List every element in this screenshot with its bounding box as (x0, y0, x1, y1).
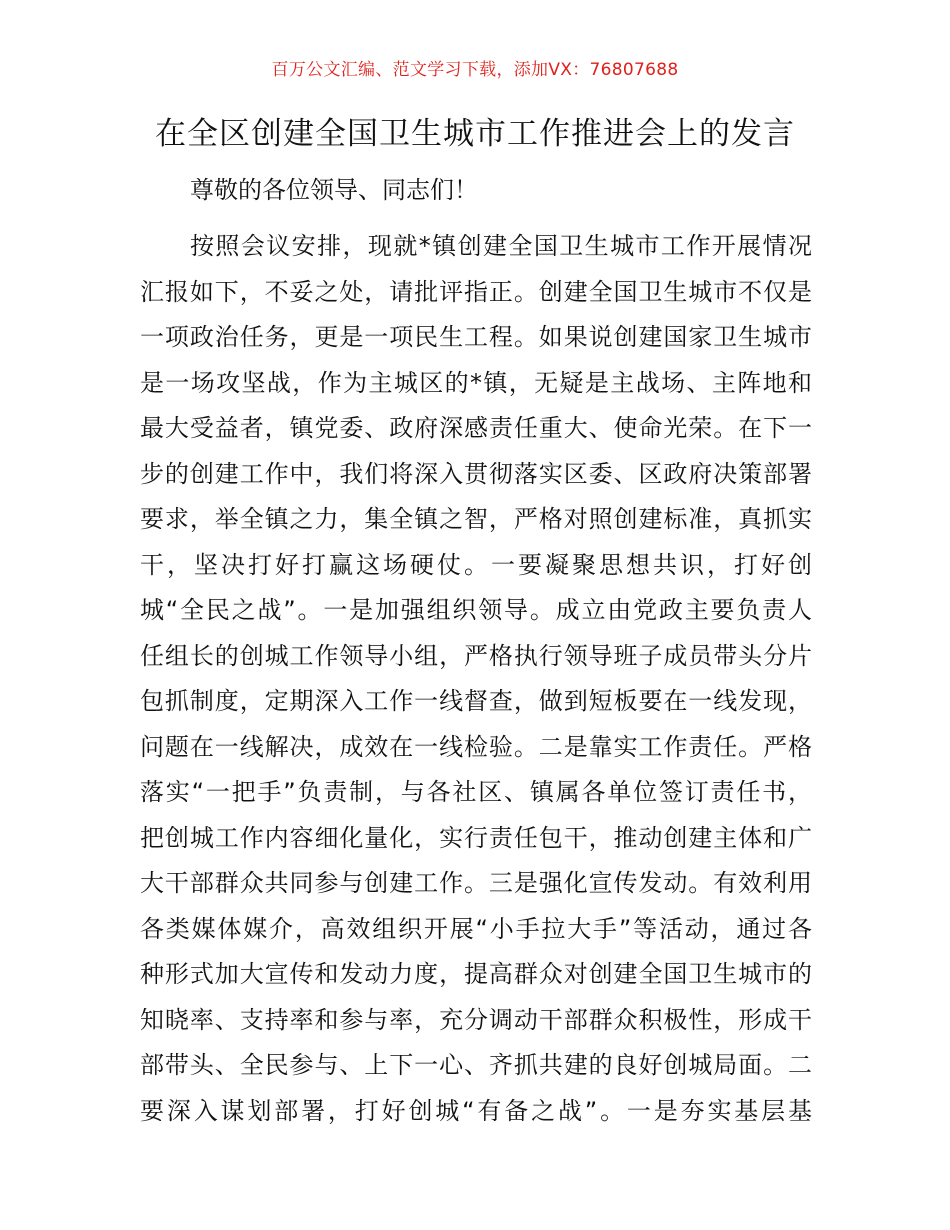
body-line: 问题在一线解决，成效在一线检验。二是靠实工作责任。严格 (140, 732, 812, 761)
body-line: 城“全民之战”。一是加强组织领导。成立由党政主要负责人 (140, 596, 812, 624)
body-line: 汇报如下，不妥之处，请批评指正。创建全国卫生城市不仅是 (140, 277, 812, 306)
body-line: 要求，举全镇之力，集全镇之智，严格对照创建标准，真抓实 (140, 505, 812, 533)
body-line: 把创城工作内容细化量化，实行责任包干，推动创建主体和广 (140, 823, 812, 852)
body-line: 落实“一把手”负责制，与各社区、镇属各单位签订责任书， (140, 778, 812, 806)
body-line: 大干部群众共同参与创建工作。三是强化宣传发动。有效利用 (140, 869, 812, 897)
body-line: 步的创建工作中，我们将深入贯彻落实区委、区政府决策部署 (140, 459, 812, 488)
body-line: 一项政治任务，更是一项民生工程。如果说创建国家卫生城市 (140, 323, 812, 351)
body-line: 干，坚决打好打赢这场硬仗。一要凝聚思想共识，打好创 (140, 550, 812, 579)
body-paragraph (140, 224, 812, 1134)
body-line: 知晓率、支持率和参与率，充分调动干部群众积极性，形成干 (140, 1005, 812, 1034)
body-line: 包抓制度，定期深入工作一线督查，做到短板要在一线发现， (140, 687, 812, 715)
body-line: 种形式加大宣传和发动力度，提高群众对创建全国卫生城市的 (140, 960, 812, 988)
body-line: 要深入谋划部署，打好创城“有备之战”。一是夯实基层基 (140, 1096, 812, 1125)
body-line: 任组长的创城工作领导小组，严格执行领导班子成员带头分片 (140, 641, 812, 670)
body-line: 最大受益者，镇党委、政府深感责任重大、使命光荣。在下一 (140, 414, 812, 442)
body-line: 各类媒体媒介，高效组织开展“小手拉大手”等活动，通过各 (140, 914, 812, 943)
body-line: 是一场攻坚战，作为主城区的*镇，无疑是主战场、主阵地和 (140, 368, 812, 397)
document-title: 在全区创建全国卫生城市工作推进会上的发言 (155, 116, 795, 152)
greeting-line: 尊敬的各位领导、同志们！ (190, 176, 478, 204)
header-watermark-note: 百万公文汇编、范文学习下载，添加VX：76807688 (271, 60, 679, 80)
body-line: 按照会议安排，现就*镇创建全国卫生城市工作开展情况 (190, 232, 812, 260)
body-line: 部带头、全民参与、上下一心、齐抓共建的良好创城局面。二 (140, 1051, 812, 1079)
